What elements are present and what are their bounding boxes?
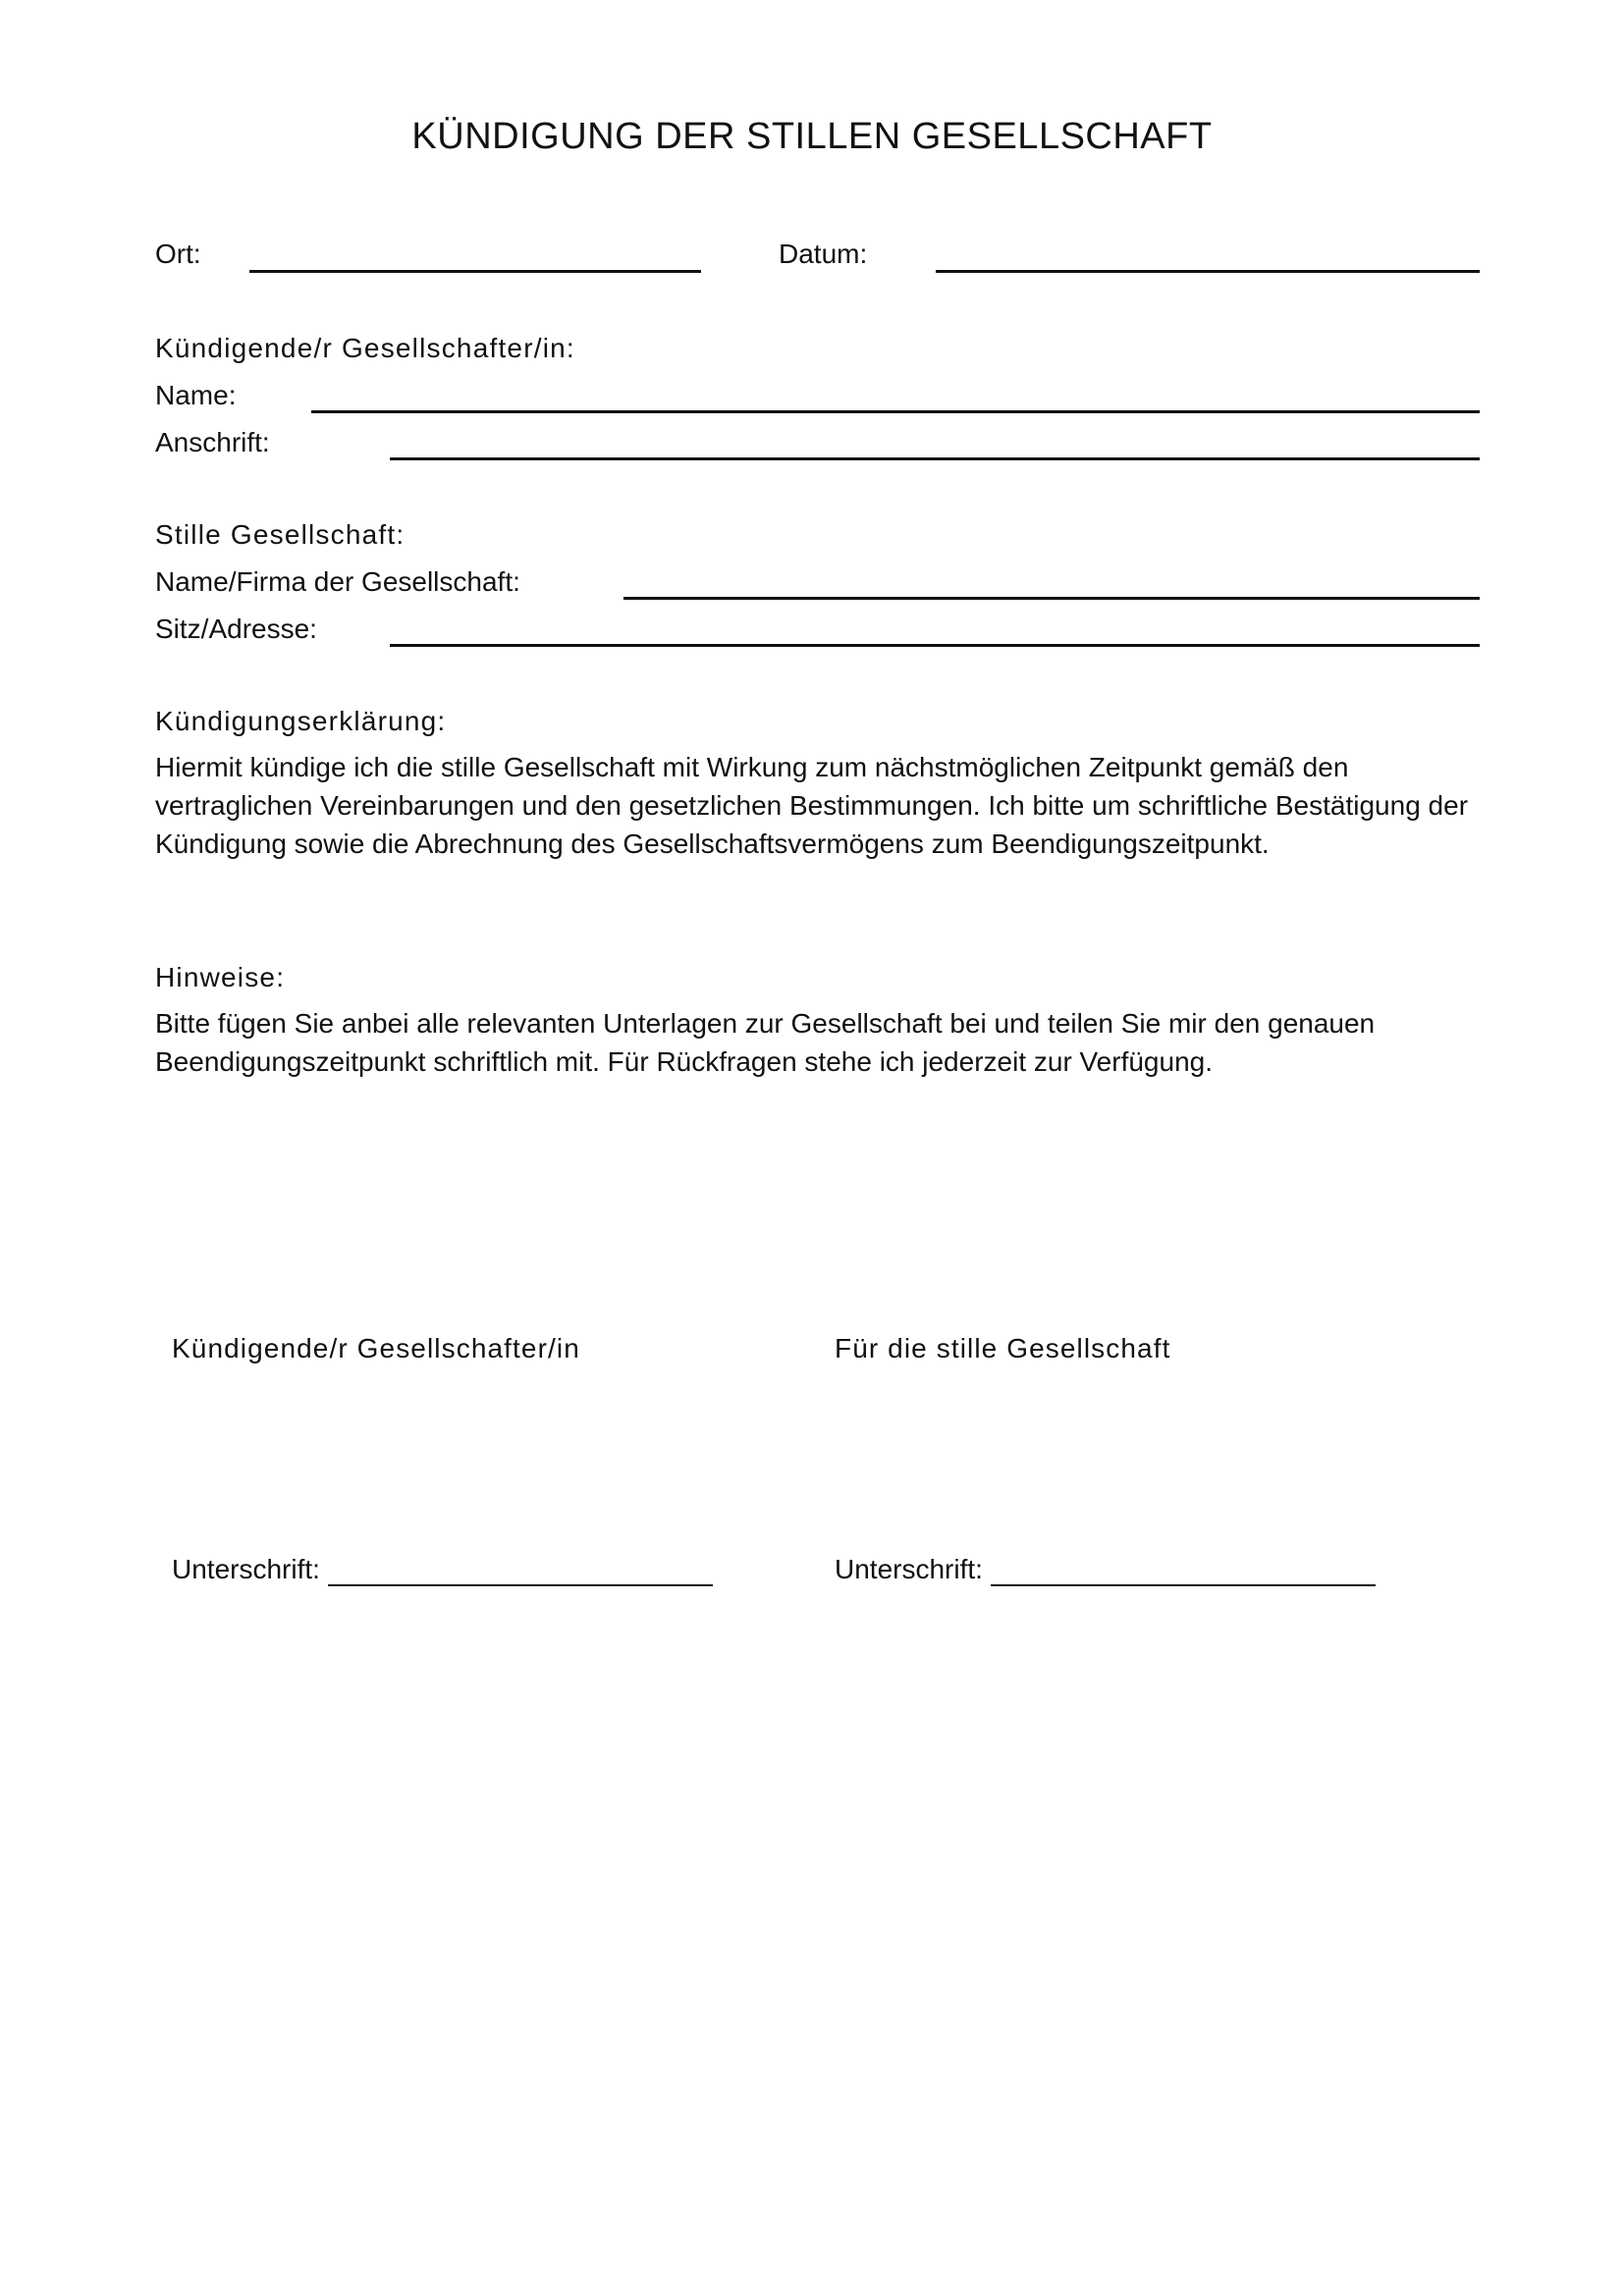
sitz-label: Sitz/Adresse: xyxy=(155,614,317,644)
sitz-field[interactable] xyxy=(390,644,1480,647)
signature-right-label: Unterschrift: xyxy=(835,1554,983,1584)
erklaerung-text: Hiermit kündige ich die stille Gesellschaft mit Wirkung zum nächstmöglichen Zeitpunkt gemäß den vertraglichen Vereinbarungen und den gesetzlichen Bestimmungen. Ich bitte um schriftliche Bestätigung der Kündigung sowie die Abrechnung des Gesellschaftsvermögens zum Beendigungszeitpunkt. xyxy=(155,752,1469,859)
document-title: KÜNDIGUNG DER STILLEN GESELLSCHAFT xyxy=(411,116,1213,157)
erklaerung-heading: Kündigungserklärung: xyxy=(155,706,447,736)
signature-left-label: Unterschrift: xyxy=(172,1554,320,1584)
signature-left-field[interactable] xyxy=(328,1561,713,1586)
hinweise-text: Bitte fügen Sie anbei alle relevanten Unterlagen zur Gesellschaft bei und teilen Sie mir den genauen Beendigungszeitpunkt schriftlich mit. Für Rückfragen stehe ich jederzeit zur Verfügung. xyxy=(155,1008,1376,1077)
signature-right xyxy=(835,1553,1376,1586)
hinweise-heading: Hinweise: xyxy=(155,962,286,992)
signature-left xyxy=(172,1553,713,1586)
firma-label: Name/Firma der Gesellschaft: xyxy=(155,566,520,597)
name-field[interactable] xyxy=(311,410,1480,413)
anschrift-label: Anschrift: xyxy=(155,427,270,457)
ort-label: Ort: xyxy=(155,239,201,269)
signature-left-heading: Kündigende/r Gesellschafter/in xyxy=(172,1333,580,1363)
datum-label: Datum: xyxy=(779,239,868,269)
signature-right-field[interactable] xyxy=(991,1561,1376,1586)
name-label: Name: xyxy=(155,380,237,410)
gesellschafter-heading: Kündigende/r Gesellschafter/in: xyxy=(155,333,575,363)
ort-field[interactable] xyxy=(249,270,701,273)
anschrift-field[interactable] xyxy=(390,457,1480,460)
datum-field[interactable] xyxy=(936,270,1480,273)
gesellschaft-heading: Stille Gesellschaft: xyxy=(155,519,406,550)
firma-field[interactable] xyxy=(623,597,1480,600)
signature-right-heading: Für die stille Gesellschaft xyxy=(835,1333,1171,1363)
